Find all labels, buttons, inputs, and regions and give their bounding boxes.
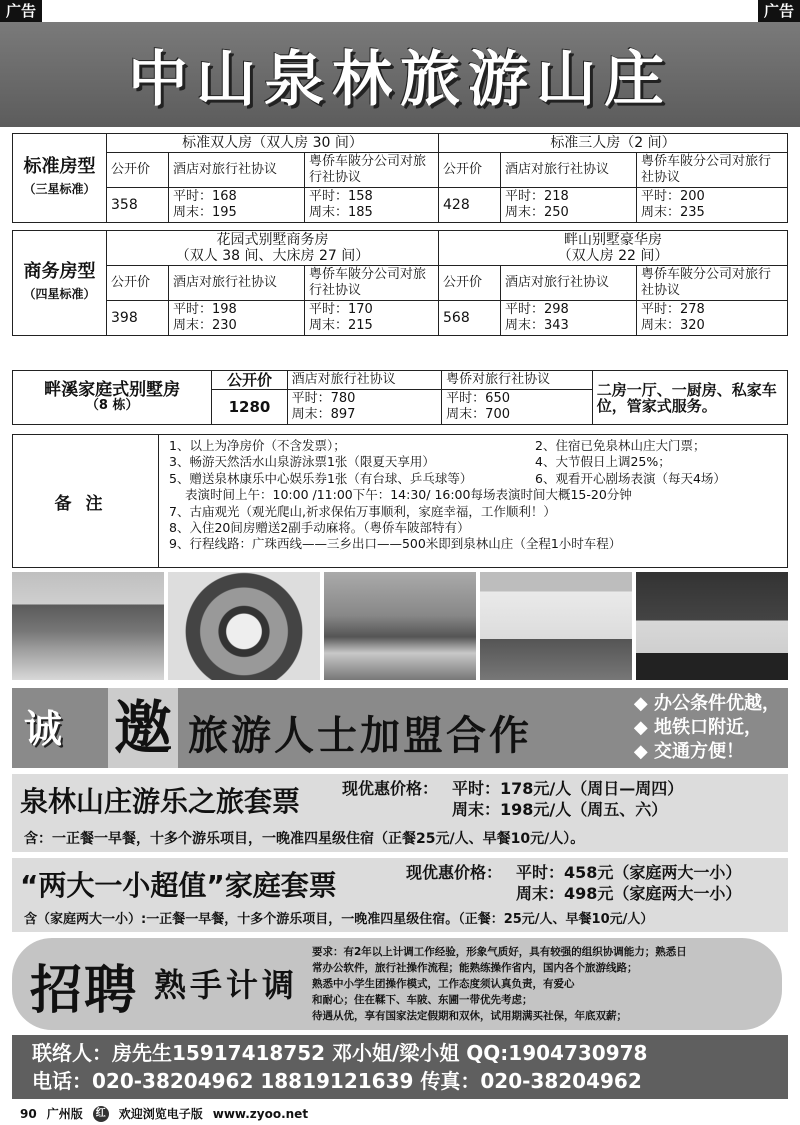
ad-label-left: 广告 [0, 0, 42, 22]
std-r2-agency: 平时：218 周末：250 [501, 188, 637, 223]
standard-category: 标准房型 （三星标准） [13, 134, 107, 223]
villa-table [12, 370, 788, 425]
col-agency: 酒店对旅行社协议 [287, 371, 442, 390]
photo-strip [12, 572, 788, 680]
recruit-section [12, 938, 782, 1030]
invite-word-2: 邀 [108, 688, 178, 768]
edition: 广州版 [46, 1107, 83, 1121]
logo-icon: 红 [93, 1106, 109, 1122]
std-r1-bus: 平时：158 周末：185 [305, 188, 439, 223]
notes-section [12, 434, 788, 568]
package-2 [12, 858, 788, 932]
invite-word-1: 诚 [24, 707, 63, 751]
footer-text: 欢迎浏览电子版 [118, 1107, 203, 1121]
package-2-price: 平时：458元（家庭两大一小） 周末：498元（家庭两大一小） [516, 863, 742, 903]
std-r1-public: 358 [107, 188, 169, 223]
note-5: 5、赠送泉林康乐中心娱乐券1张（有台球、乒乓球等） [169, 470, 473, 486]
villa-photo [480, 572, 632, 680]
recruit-requirements: 要求：有2年以上计调工作经验，形象气质好，具有较强的组织协调能力；熟悉日 常办公软件，旅行社操作流程；能熟练操作省内，国内各个旅游线路； 熟悉中小学生团操作模式，工作态度须认真负责，有爱心 和耐心；住在鞣下、车陂、东圃一带优先考虑； 待遇从优，享有国家法定假期和双休，试用期满买社保，年底双薪； [312, 946, 687, 1022]
std-r1-agency: 平时：168 周末：195 [169, 188, 305, 223]
villa-public: 1280 [212, 390, 287, 425]
col-bus: 粤侨对旅行社协议 [442, 371, 593, 390]
col-agency: 酒店对旅行社协议 [169, 266, 305, 301]
contact-bar [12, 1035, 788, 1099]
business-room1-title: 花园式别墅商务房 （双人 38 间、大床房 27 间） [107, 231, 439, 266]
package-1 [12, 774, 788, 852]
col-agency: 酒店对旅行社协议 [501, 153, 637, 188]
col-bus: 粤侨车陂分公司对旅行社协议 [637, 266, 788, 301]
package-1-title: 泉林山庄游乐之旅套票 [20, 785, 301, 818]
villa-agency: 平时：780 周末：897 [287, 390, 442, 425]
package-1-label: 现优惠价格： [342, 779, 439, 798]
standard-room1-title: 标准双人房（双人房 30 间） [107, 134, 439, 153]
ride-photo [168, 572, 320, 680]
bus-r1-public: 398 [107, 301, 169, 336]
page-title: 中山泉林旅游山庄 [128, 44, 672, 115]
invite-text: 旅游人士加盟合作 [188, 713, 532, 759]
package-2-includes: 含（家庭两大一小）:一正餐一早餐，十多个游乐项目，一晚准四星级住宿。（正餐：25元/人、早餐10元/人） [24, 912, 654, 927]
bus-r1-bus: 平时：170 周末：215 [305, 301, 439, 336]
standard-room2-title: 标准三人房（2 间） [439, 134, 788, 153]
contact-line-2: 电话：020-38204962 18819121639 传真：020-38204962 [32, 1069, 642, 1093]
bus-r2-bus: 平时：278 周末：320 [637, 301, 788, 336]
package-2-label: 现优惠价格： [406, 863, 503, 882]
note-6-times: 表演时间上午：10:00 /11:00下午：14:30/ 16:00每场表演时间大概15-20分钟 [185, 487, 632, 503]
package-2-title: “两大一小超值”家庭套票 [20, 869, 337, 902]
contact-line-1: 联络人：房先生15917418752 邓小姐/梁小姐 QQ:1904730978 [32, 1041, 648, 1065]
pool-photo [12, 572, 164, 680]
col-bus: 粤侨车陂分公司对旅行社协议 [305, 153, 439, 188]
note-2: 2、住宿已免泉林山庄大门票； [535, 438, 706, 453]
col-public: 公开价 [107, 266, 169, 301]
standard-grade: （三星标准） [23, 182, 96, 196]
note-7: 7、古庙观光（观光爬山,祈求保佑万事顺利，家庭幸福，工作顺利！） [169, 503, 556, 519]
col-bus: 粤侨车陂分公司对旅行社协议 [637, 153, 788, 188]
note-1: 1、以上为净房价（不含发票）； [169, 438, 346, 453]
fountain-photo [324, 572, 476, 680]
footer-url: www.zyoo.net [212, 1106, 309, 1121]
std-r2-public: 428 [439, 188, 501, 223]
villa-title: 畔溪家庭式别墅房 （8 栋） [13, 371, 212, 425]
std-r2-bus: 平时：200 周末：235 [637, 188, 788, 223]
bus-r2-public: 568 [439, 301, 501, 336]
villa-bus: 平时：650 周末：700 [442, 390, 593, 425]
note-9: 9、行程线路：广珠西线——三乡出口——500米即到泉林山庄（全程1小时车程） [169, 536, 622, 552]
col-agency: 酒店对旅行社协议 [501, 266, 637, 301]
ad-label-right: 广告 [758, 0, 800, 22]
note-8: 8、入住20间房赠送2副手动麻将。（粤侨车陂部特有） [169, 519, 470, 535]
col-public: 公开价 [107, 153, 169, 188]
bus-r2-agency: 平时：298 周末：343 [501, 301, 637, 336]
title-banner [0, 22, 800, 127]
recruit-position: 熟手计调 [154, 966, 299, 1004]
note-3: 3、畅游天然活水山泉游泳票1张（限夏天享用） [169, 454, 435, 470]
col-bus: 粤侨车陂分公司对旅行社协议 [305, 266, 439, 301]
bus-r1-agency: 平时：198 周末：230 [169, 301, 305, 336]
business-grade: （四星标准） [23, 287, 96, 301]
invite-perks: ◆ 办公条件优越， ◆ 地铁口附近， ◆ 交通方便！ [633, 693, 780, 762]
col-agency: 酒店对旅行社协议 [169, 153, 305, 188]
package-1-price: 平时：178元/人（周日—周四） 周末：198元/人（周五、六） [452, 779, 684, 819]
col-public: 公开价 [439, 266, 501, 301]
col-public: 公开价 [439, 153, 501, 188]
recruit-title: 招聘 [30, 961, 139, 1021]
business-room2-title: 畔山别墅豪华房 （双人房 22 间） [439, 231, 788, 266]
business-category: 商务房型 （四星标准） [13, 231, 107, 336]
footer [20, 1105, 308, 1122]
page-number: 90 [20, 1106, 37, 1121]
notes-label: 备注 [13, 435, 159, 567]
rates-table [12, 133, 788, 336]
note-6: 6、观看开心剧场表演（每天4场） [535, 470, 726, 486]
col-public: 公开价 [212, 371, 287, 390]
villa-service: 二房一厅、一厨房、私家车位，管家式服务。 [592, 371, 787, 425]
room-photo [636, 572, 788, 680]
note-4: 4、大节假日上调25%； [535, 454, 671, 470]
invite-banner [12, 688, 788, 768]
package-1-includes: 含：一正餐一早餐，十多个游乐项目，一晚准四星级住宿（正餐25元/人、早餐10元/人）。 [24, 831, 585, 847]
